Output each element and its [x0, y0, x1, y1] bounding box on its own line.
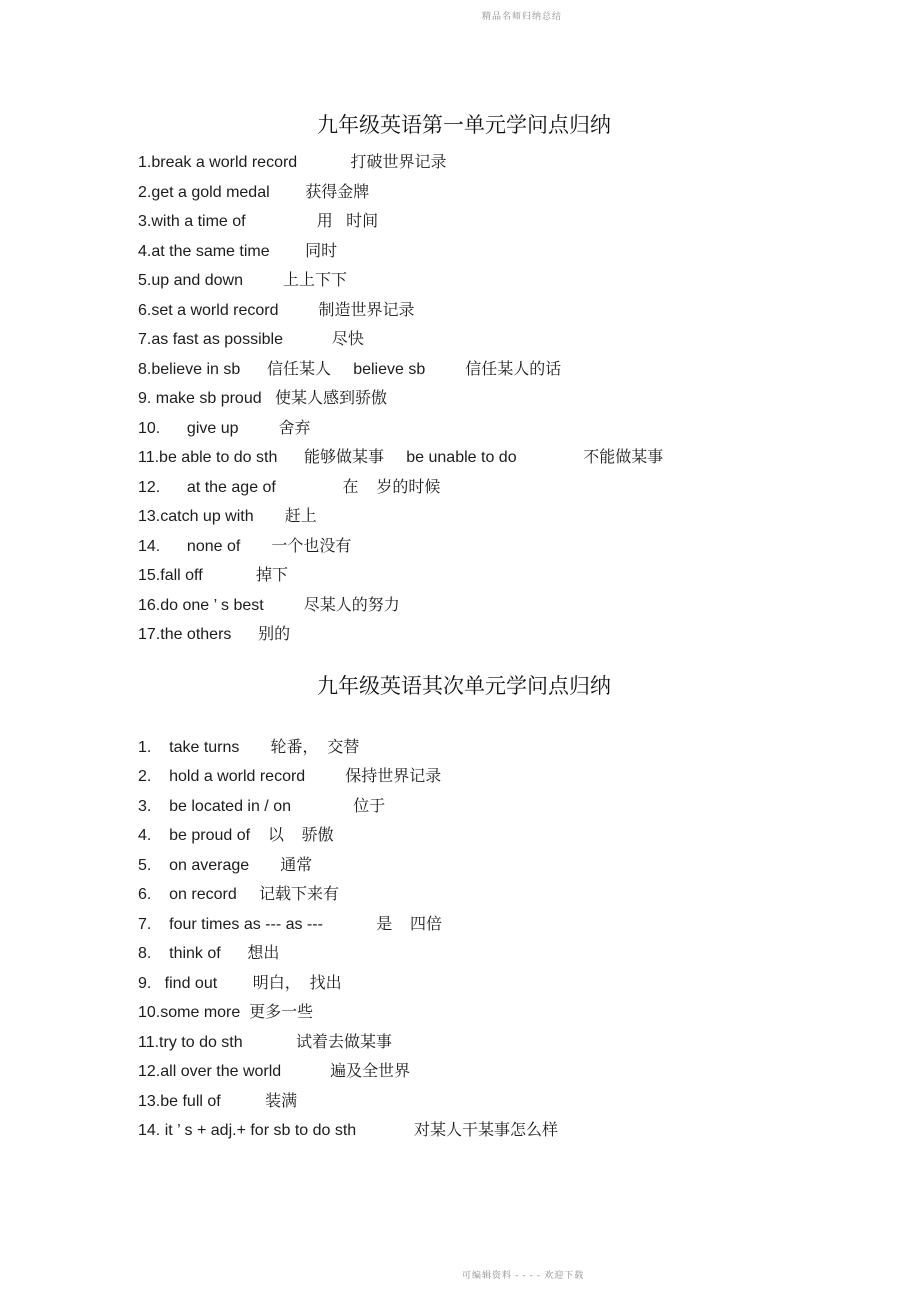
section2-phrase-list: [138, 733, 790, 1146]
phrase-line: 1. take turns 轮番， 交替: [138, 738, 360, 756]
phrase-line: 15.fall off 掉下: [138, 567, 288, 584]
phrase-line: 13.catch up with 赶上: [138, 508, 317, 525]
phrase-line: 4. be proud of 以 骄傲: [138, 827, 334, 844]
section1-phrase-list: [138, 148, 790, 650]
phrase-line: 13.be full of 装满: [138, 1092, 298, 1110]
footer-watermark: 可编辑资料 - - - - 欢迎下载: [462, 1270, 585, 1280]
phrase-line: 16.do one ’ s best 尽某人的努力: [138, 596, 400, 614]
section1-title: 九年级英语第一单元学问点归纳: [317, 113, 611, 137]
header-watermark: 精品名师归纳总结: [482, 11, 563, 21]
phrase-line: 3. be located in / on 位于: [138, 797, 386, 815]
phrase-line: 5. on average 通常: [138, 856, 313, 874]
phrase-line: 17.the others 别的: [138, 626, 291, 643]
phrase-line: 6. on record 记载下来有: [138, 886, 339, 903]
phrase-line: 8. think of 想出: [138, 945, 280, 962]
phrase-line: 11.try to do sth 试着去做某事: [138, 1033, 392, 1051]
section2-title: 九年级英语其次单元学问点归纳: [317, 673, 611, 698]
document-content: [138, 0, 790, 1146]
phrase-line: 10.some more 更多一些: [138, 1004, 314, 1021]
phrase-line: 12. at the age of 在 岁的时候: [138, 478, 441, 496]
phrase-line: 9. make sb proud 使某人感到骄傲: [138, 390, 387, 407]
phrase-line: 2.get a gold medal 获得金牌: [138, 183, 370, 201]
phrase-line: 4.at the same time 同时: [138, 242, 338, 260]
phrase-line: 1.break a world record 打破世界记录: [138, 154, 447, 171]
phrase-line: 9. find out 明白， 找出: [138, 974, 342, 992]
phrase-line: 5.up and down 上上下下: [138, 272, 347, 289]
phrase-line: 3.with a time of 用 时间: [138, 213, 379, 230]
phrase-line: 7.as fast as possible 尽快: [138, 331, 364, 348]
phrase-line: 12.all over the world 遍及全世界: [138, 1063, 411, 1080]
phrase-line: 7. four times as --- as --- 是 四倍: [138, 915, 443, 933]
phrase-line: 10. give up 舍弃: [138, 419, 311, 437]
phrase-line: 6.set a world record 制造世界记录: [138, 301, 415, 319]
phrase-line: 11.be able to do sth 能够做某事 be unable to do 不能做某事: [138, 449, 664, 466]
phrase-line: 2. hold a world record 保持世界记录: [138, 768, 442, 785]
phrase-line: 14. none of 一个也没有: [138, 537, 352, 555]
phrase-line: 8.believe in sb 信任某人 believe sb 信任某人的话: [138, 360, 562, 378]
phrase-line: 14. it ’ s + adj.+ for sb to do sth 对某人干某事怎么样: [138, 1122, 558, 1139]
